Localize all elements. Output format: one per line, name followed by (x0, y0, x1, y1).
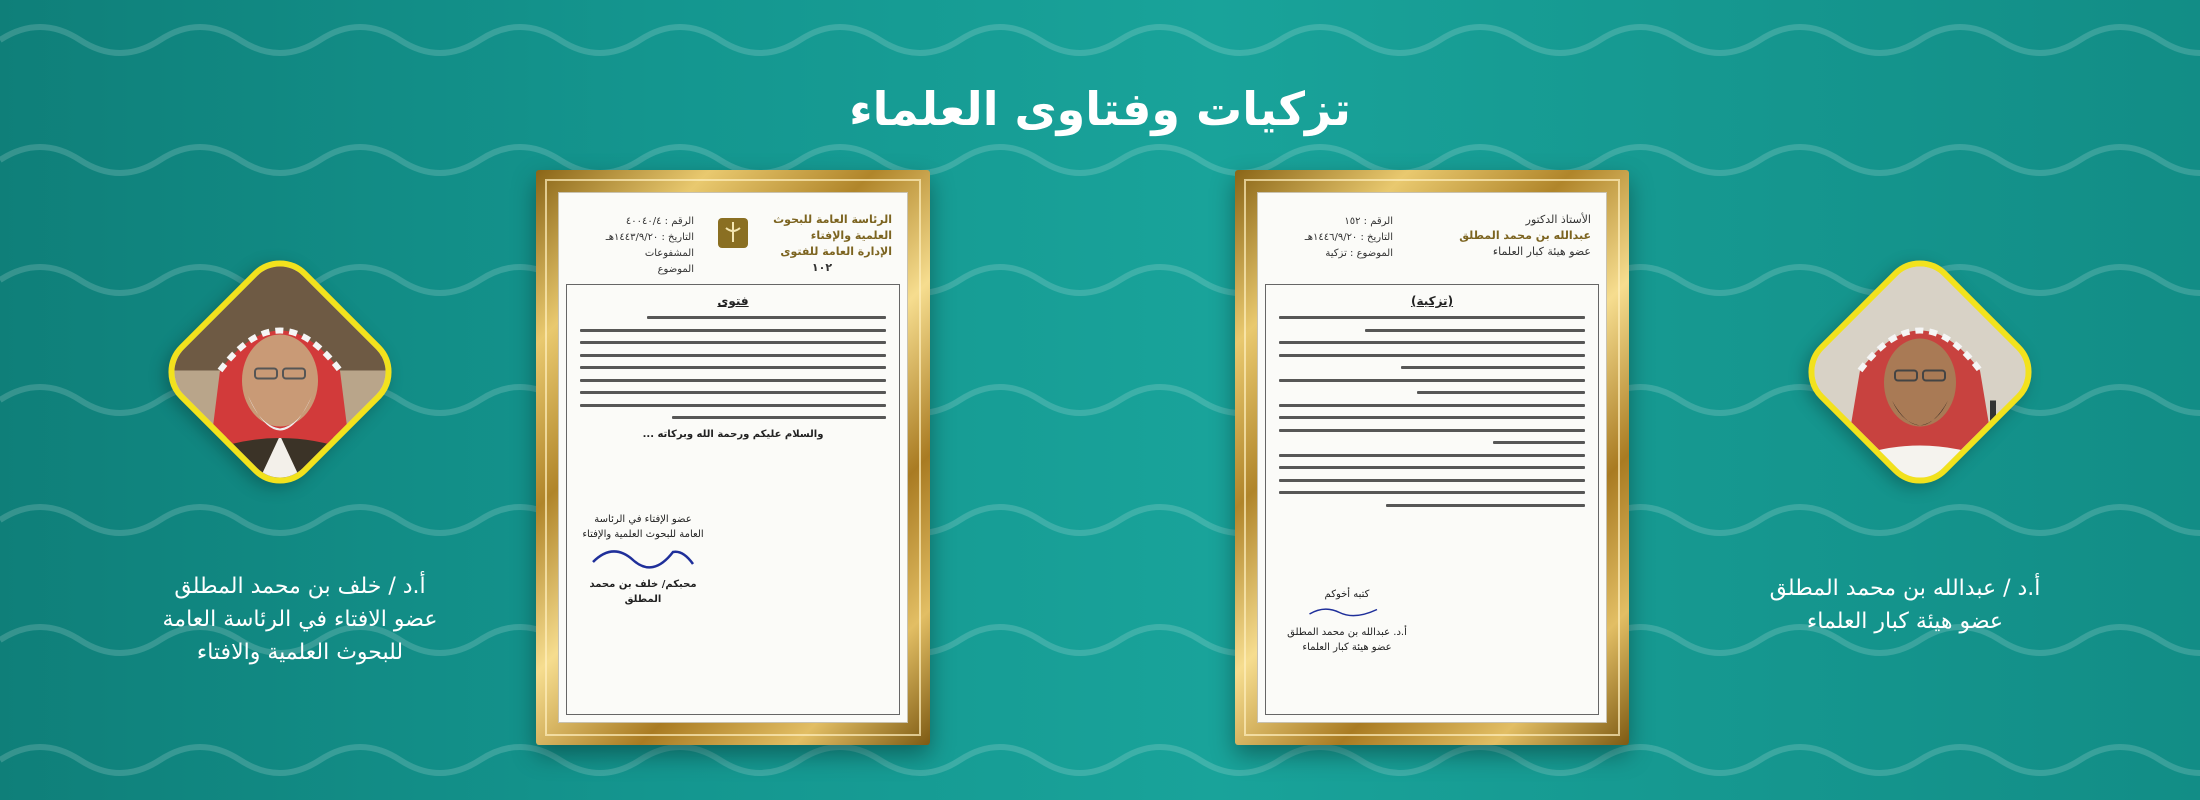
scholar-title: للبحوث العلمية والافتاء (196, 640, 404, 665)
fatwa-org: الرئاسة العامة للبحوث العلمية والإفتاء الإدارة العامة للفتوى ١٠٢ (773, 213, 892, 274)
scholar-title: عضو الافتاء في الرئاسة العامة (162, 607, 438, 632)
signature-icon (583, 542, 703, 572)
tazkiya-references: الرقم : ١٥٢ التاريخ : ١٤٤٦/٩/٢٠هـ الموضوع : تزكية (1304, 216, 1393, 259)
scholar-caption-abdullah (1695, 572, 2115, 638)
scholar-name: أ.د / خلف بن محمد المطلق (174, 574, 426, 599)
fatwa-heading: فتوى (717, 294, 749, 308)
tazkiya-heading: (تزكية) (1410, 294, 1454, 308)
tazkiya-document (1257, 192, 1607, 723)
page-title: تزكيات وفتاوى العلماء (849, 82, 1351, 136)
scholar-title: عضو هيئة كبار العلماء (1806, 609, 2004, 634)
fatwa-document (558, 192, 908, 723)
fatwa-body-text (574, 316, 892, 419)
scholar-caption-khalaf (90, 570, 510, 669)
fatwa-closing: والسلام عليكم ورحمة الله وبركاته ... (642, 428, 824, 440)
tazkiya-body-text (1273, 316, 1591, 507)
signature-icon (1302, 602, 1392, 620)
fatwa-signature: عضو الإفتاء في الرئاسة العامة للبحوث العلمية والإفتاء محبكم/ خلف بن محمد المطلق (582, 514, 704, 605)
fatwa-references: الرقم : ٤٠٠٤٠/٤ التاريخ : ١٤٤٣/٩/٢٠هـ المشفوعات الموضوع (605, 216, 694, 275)
emblem-icon (716, 214, 750, 252)
scholar-name: أ.د / عبدالله بن محمد المطلق (1769, 576, 2041, 601)
tazkiya-org: الأستاذ الدكتور عبدالله بن محمد المطلق عضو هيئة كبار العلماء (1459, 213, 1591, 258)
tazkiya-document-frame (1235, 170, 1629, 745)
tazkiya-signature: كتبه أخوكم أ.د. عبدالله بن محمد المطلق عضو هيئة كبار العلماء (1287, 589, 1407, 653)
fatwa-document-frame (536, 170, 930, 745)
